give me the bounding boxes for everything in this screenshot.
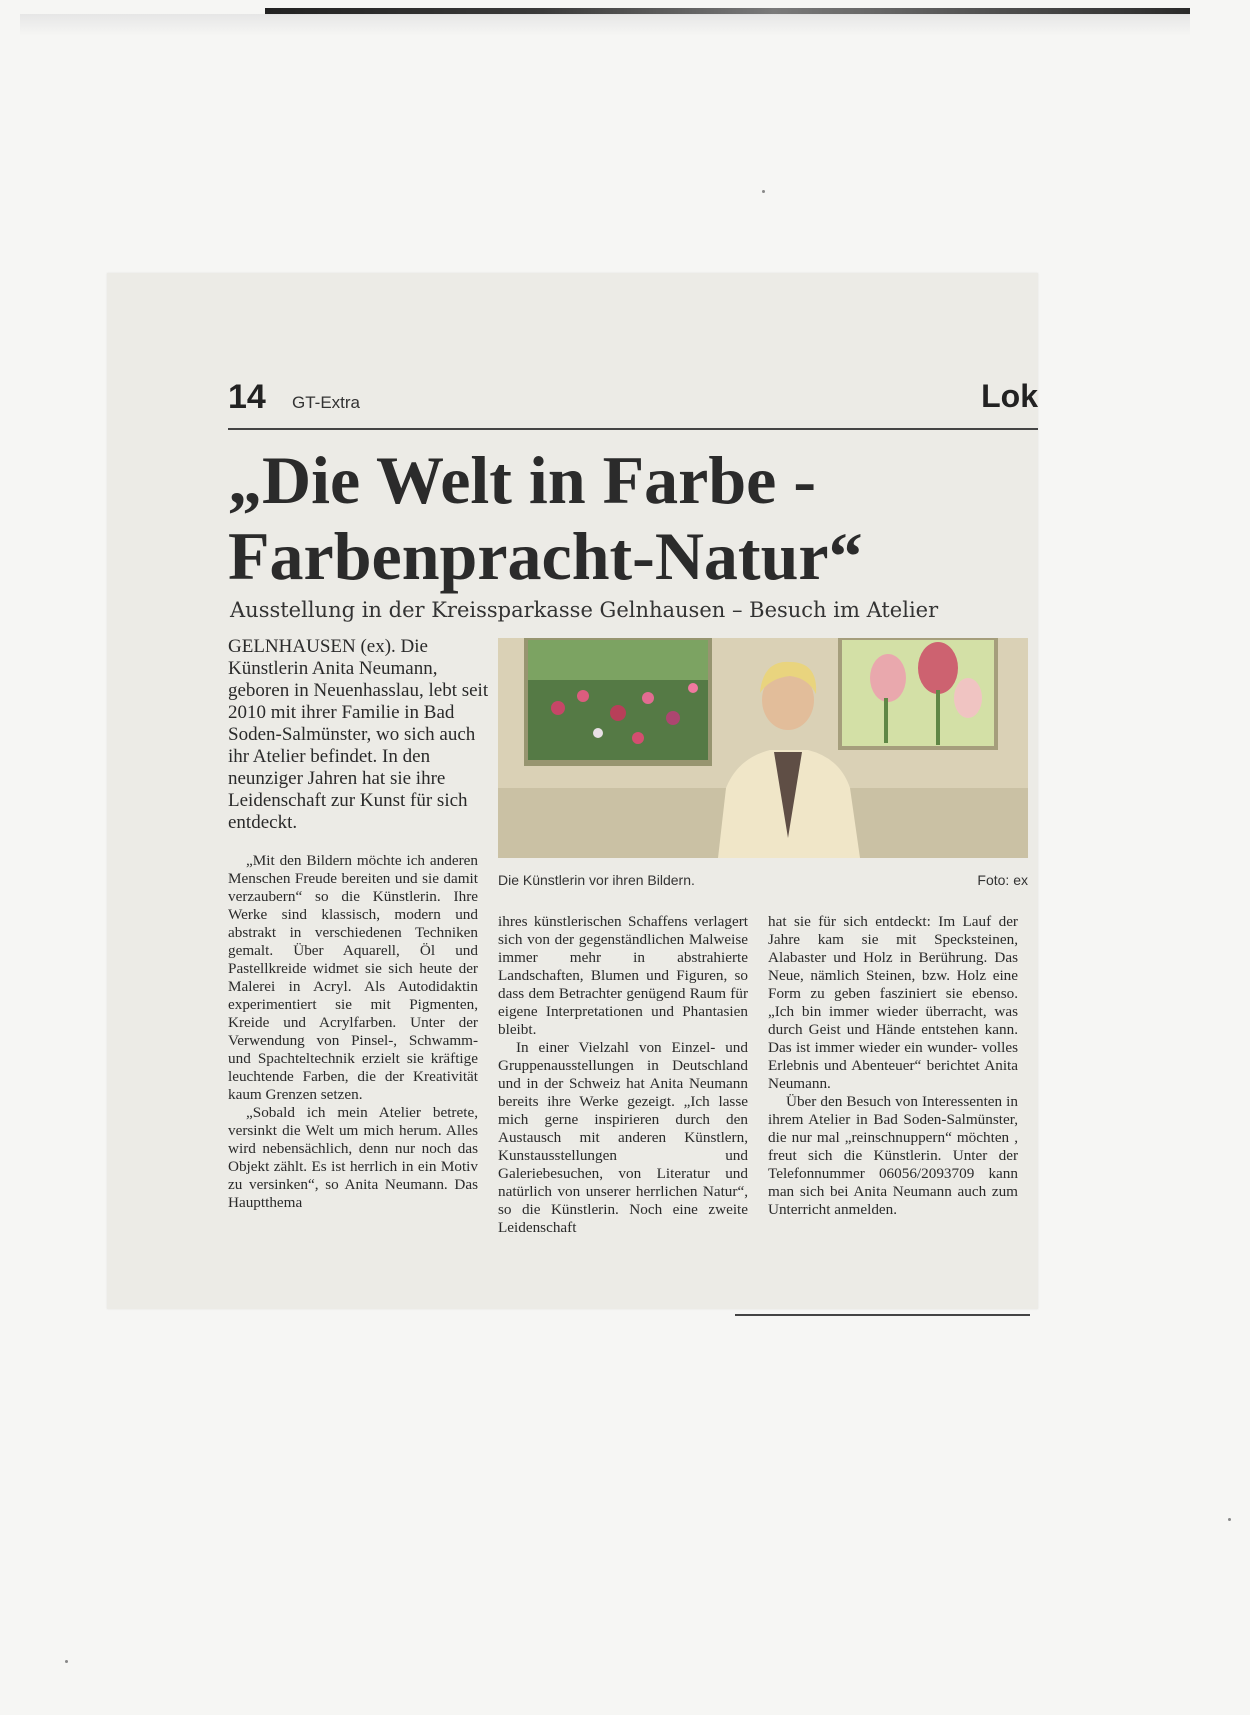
subtitle: Ausstellung in der Kreissparkasse Gelnhausen – Besuch im Atelier [230,598,939,622]
photo-artist-with-paintings [498,638,1028,858]
body-paragraph: ihres künstlerischen Schaffens verlagert sich von der gegenständlichen Malweise immer mehr in abstrahierte Landschaften, Blumen und Figuren, so dass dem Betrachter genügend Raum für eigene Interpretationen und Phantasien bleibt. [498,913,748,1038]
article-photo [498,638,1028,858]
page-header [228,378,1038,430]
headline-line-1: „Die Welt in Farbe - [228,442,816,518]
headline-line-2: Farbenpracht-Natur“ [228,518,863,594]
scan-speck [762,190,765,193]
page-number: 14 [228,378,266,416]
body-column-2 [498,913,748,1237]
headline [228,442,1038,594]
scan-speck [65,1660,68,1663]
body-column-1 [228,852,478,1212]
lead-paragraph: GELNHAUSEN (ex). Die Künstlerin Anita Neumann, geboren in Neuenhasslau, lebt seit 2010 mit ihrer Familie in Bad Soden-Salmünster, wo sich auch ihr Atelier befindet. In den neunziger Jahren hat sie ihre Leidenschaft zur Kunst für sich entdeckt. [228,636,489,833]
section-name-right: Lok [981,378,1038,414]
body-column-3 [768,913,1018,1219]
body-paragraph: Über den Besuch von Interessenten in ihrem Atelier in Bad Soden-Salmünster, die nur mal „reinschnuppern“ möchten , freut sich die Künstlerin. Unter der Telefonnummer 06056/2093709 kann man sich bei Anita Neumann auch zum Unterricht anmelden. [768,1093,1018,1218]
body-paragraph: hat sie für sich entdeckt: Im Lauf der Jahre kam sie mit Specksteinen, Alabaster und Holz in Berührung. Das Neue, nämlich Steinen, bzw. Holz eine Form zu geben fasziniert sie ebenso. „Ich bin immer wieder überracht, was durch Geist und Hände entstehen kann. Das ist immer wieder ein wunder- volles Erlebnis und Abenteuer“ berichtet Anita Neumann. [768,913,1018,1092]
body-paragraph: In einer Vielzahl von Einzel- und Gruppenausstellungen in Deutschland und in der Schweiz hat Anita Neumann bereits ihre Werke gezeigt. „Ich lasse mich gerne inspirieren durch den Austausch mit anderen Künstlern, Kunstausstellungen und Galeriebesuchen, von Literatur und natürlich von unserer herrlichen Natur“, so die Künstlerin. Noch eine zweite Leidenschaft [498,1039,748,1236]
article-end-rule [735,1314,1030,1316]
photo-credit: Foto: ex [977,872,1028,888]
photo-caption: Die Künstlerin vor ihren Bildern. [498,872,695,888]
photo-caption-row [498,872,1028,888]
body-paragraph: „Sobald ich mein Atelier betrete, versinkt die Welt um mich herum. Alles wird nebensächlich, denn nur noch das Objekt zählt. Es ist herrlich in ein Motiv zu versinken“, so Anita Neumann. Das Hauptthema [228,1104,478,1211]
body-paragraph: „Mit den Bildern möchte ich anderen Menschen Freude bereiten und sie damit verzaubern“ so die Künstlerin. Ihre Werke sind klassisch, modern und abstrakt in verschiedenen Techniken gemalt. Über Aquarell, Öl und Pastellkreide widmet sie sich heute der Malerei in Acryl. Als Autodidaktin experimentiert sie mit Pigmenten, Kreide und Acrylfarben. Unter der Verwendung von Pinsel-, Schwamm- und Spachteltechnik erzielt sie kräftige leuchtende Farben, die der Kreativität kaum Grenzen setzen. [228,852,478,1103]
scan-speck [1228,1518,1231,1521]
section-name: GT-Extra [292,393,361,412]
scan-top-shadow [20,14,1190,36]
